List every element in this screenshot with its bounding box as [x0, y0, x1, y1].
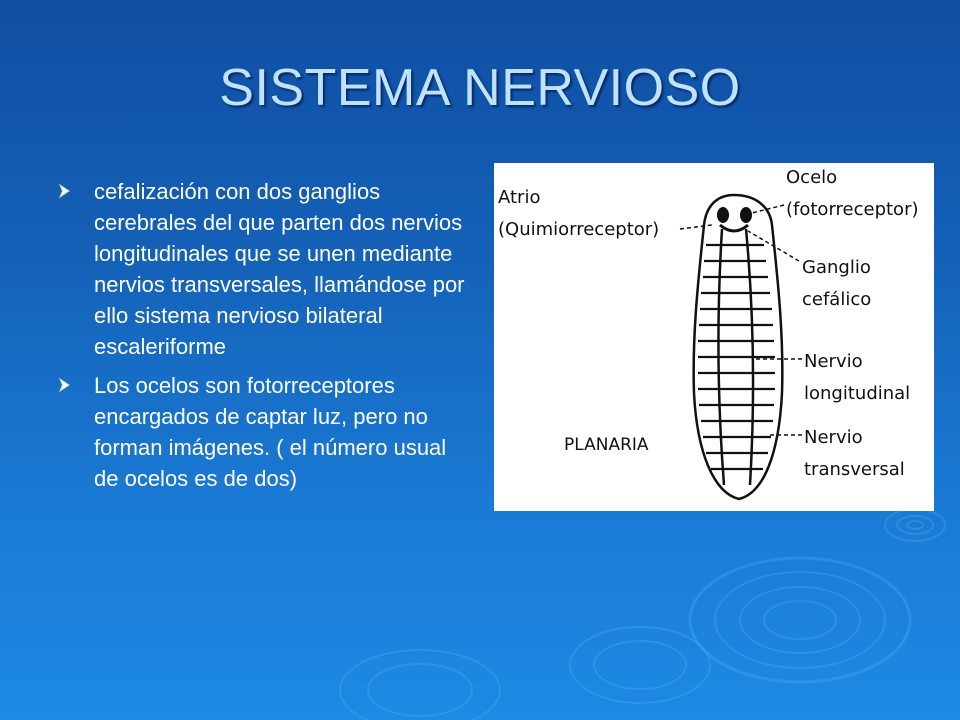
label-fotorreceptor: (fotorreceptor)	[786, 199, 919, 220]
bullet-item	[56, 176, 476, 362]
label-nervio-longitudinal-2: longitudinal	[804, 383, 911, 404]
label-quimiorreceptor: (Quimiorreceptor)	[498, 219, 660, 240]
bullet-item	[56, 370, 476, 494]
ocelo-left	[717, 207, 729, 223]
label-atrio: Atrio	[498, 187, 541, 208]
label-nervio-longitudinal-1: Nervio	[804, 351, 863, 372]
bullet-text: cefalización con dos ganglios cerebrales del que parten dos nervios longitudinales que se unen mediante nervios transversales, llamándose por ello sistema nervioso bilateral escaleriforme	[94, 179, 465, 359]
label-cefalico: cefálico	[802, 289, 872, 310]
bullet-list	[56, 176, 476, 502]
label-nervio-transversal-2: transversal	[804, 459, 905, 480]
bullet-text: Los ocelos son fotorreceptores encargados de captar luz, pero no forman imágenes. ( el número usual de ocelos es de dos)	[94, 373, 447, 491]
pointer-atrio	[680, 225, 712, 229]
slide-title: SISTEMA NERVIOSO	[219, 59, 741, 117]
label-ganglio: Ganglio	[802, 257, 871, 278]
planaria-drawing	[494, 163, 934, 511]
planaria-diagram	[494, 163, 934, 511]
arrow-bullet-icon	[56, 376, 74, 394]
label-nervio-transversal-1: Nervio	[804, 427, 863, 448]
ganglio-cefalico	[720, 225, 748, 231]
ocelo-right	[740, 207, 752, 223]
nervios-transversales	[698, 245, 775, 469]
arrow-bullet-icon	[56, 182, 74, 200]
label-planaria: PLANARIA	[564, 435, 649, 455]
label-ocelo: Ocelo	[786, 167, 838, 188]
